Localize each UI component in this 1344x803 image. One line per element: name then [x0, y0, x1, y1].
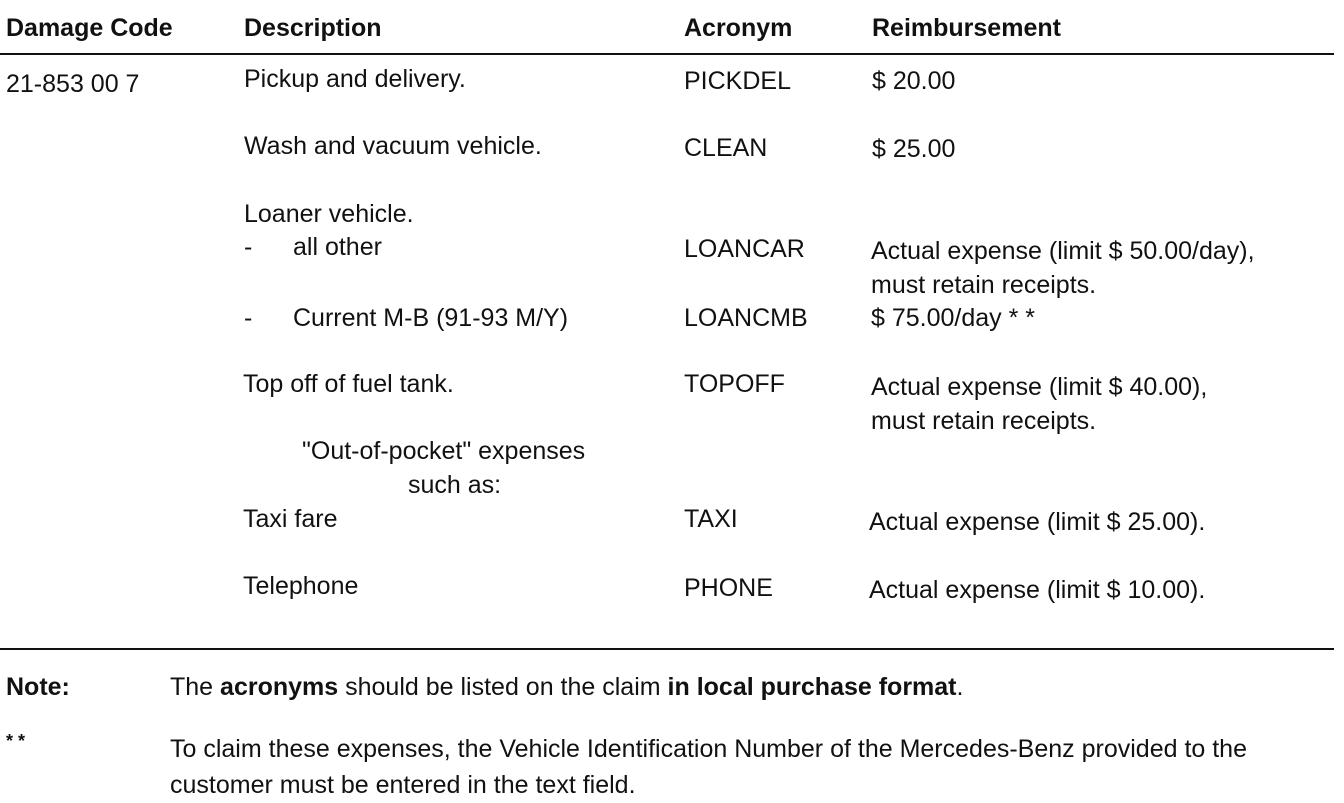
header-reimbursement: Reimbursement: [872, 14, 1061, 42]
row-description: Top off of fuel tank.: [243, 370, 454, 398]
note-bold-acronyms: acronyms: [220, 673, 339, 701]
row-acronym: CLEAN: [684, 134, 768, 162]
row-description: Wash and vacuum vehicle.: [244, 132, 542, 160]
note-text-part: The: [170, 673, 214, 701]
header-rule: [0, 53, 1334, 55]
row-acronym: TAXI: [684, 505, 738, 533]
row-description: Loaner vehicle.: [244, 200, 414, 228]
row-acronym: PHONE: [684, 574, 773, 602]
row-reimbursement-line2: must retain receipts.: [871, 407, 1097, 435]
row-bullet: -: [244, 233, 253, 261]
footnote-text: To claim these expenses, the Vehicle Identification Number of the Mercedes-Benz provided to the customer must be entered in the text field.: [170, 735, 1247, 799]
row-reimbursement-line2: must retain receipts.: [871, 271, 1097, 299]
damage-code-value: 21-853 00 7: [6, 70, 140, 98]
row-bullet: -: [244, 304, 253, 332]
row-reimbursement: Actual expense (limit $ 10.00).: [869, 576, 1206, 604]
note-bold-format: in local purchase format: [667, 673, 957, 701]
note-text: [170, 673, 963, 702]
header-damage-code: Damage Code: [6, 14, 173, 42]
row-reimbursement: $ 25.00: [872, 135, 956, 163]
row-acronym: PICKDEL: [684, 67, 791, 95]
row-description: Current M-B (91-93 M/Y): [293, 304, 569, 332]
row-reimbursement: Actual expense (limit $ 50.00/day),: [871, 237, 1255, 265]
row-reimbursement: $ 20.00: [872, 67, 956, 95]
note-text-part: .: [956, 673, 964, 701]
row-reimbursement: $ 75.00/day * *: [871, 304, 1036, 332]
row-reimbursement: Actual expense (limit $ 25.00).: [869, 508, 1206, 536]
row-description: Taxi fare: [243, 505, 338, 533]
footnote-mark: * *: [6, 731, 26, 751]
row-description: Pickup and delivery.: [244, 65, 466, 93]
row-acronym: LOANCAR: [684, 235, 805, 263]
row-description: all other: [293, 233, 382, 261]
row-description: "Out-of-pocket" expenses: [302, 437, 586, 465]
row-acronym: LOANCMB: [684, 304, 808, 332]
row-acronym: TOPOFF: [684, 370, 785, 398]
header-acronym: Acronym: [684, 14, 793, 42]
row-description: Telephone: [243, 572, 359, 600]
header-description: Description: [244, 14, 382, 42]
note-text-part: should be listed on the claim: [345, 673, 661, 701]
note-label: Note:: [6, 673, 70, 701]
row-reimbursement: Actual expense (limit $ 40.00),: [871, 373, 1208, 401]
row-description-line2: such as:: [408, 471, 502, 499]
table-bottom-rule: [0, 648, 1334, 650]
